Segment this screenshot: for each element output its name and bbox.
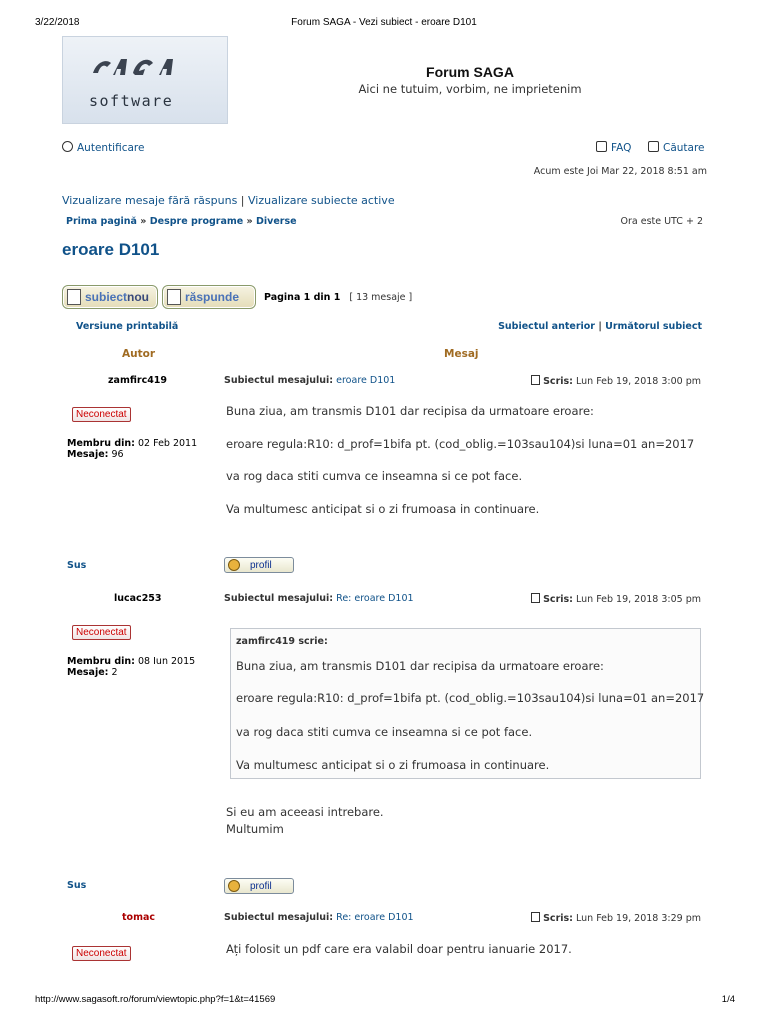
- member-since-value: 08 Iun 2015: [138, 656, 196, 667]
- saga-logo-icon: [89, 45, 199, 85]
- post-subject-link[interactable]: Re: eroare D101: [336, 912, 414, 923]
- message-count: [ 13 mesaje ]: [349, 292, 413, 303]
- status-badge: Neconectat: [72, 625, 131, 640]
- quote-line: eroare regula:R10: d_prof=1bifa pt. (cod_oblig.=103sau104)si luna=01 an=2017: [236, 691, 705, 705]
- post-body-line: Si eu am aceeasi intrebare.: [226, 805, 384, 819]
- post-author[interactable]: lucac253: [114, 593, 162, 604]
- quote-line: Buna ziua, am transmis D101 dar recipisa da urmatoare eroare:: [236, 659, 604, 673]
- post-icon: [531, 912, 540, 922]
- posts-value: 2: [111, 667, 118, 678]
- prev-topic-link[interactable]: Subiectul anterior: [498, 321, 595, 332]
- page-title[interactable]: eroare D101: [62, 240, 160, 259]
- breadcrumb-home[interactable]: Prima pagină: [66, 216, 137, 227]
- search-link[interactable]: [648, 141, 705, 154]
- next-topic-link[interactable]: Următorul subiect: [605, 321, 702, 332]
- written-label: Scris:: [543, 376, 573, 387]
- login-label: Autentificare: [77, 142, 145, 154]
- status-badge: Neconectat: [72, 407, 131, 422]
- posts-label: Mesaje:: [67, 449, 109, 460]
- post-icon: [531, 593, 540, 603]
- current-time: Acum este Joi Mar 22, 2018 8:51 am: [533, 166, 707, 177]
- post-date: [531, 593, 701, 605]
- member-since: [67, 438, 197, 449]
- profile-label: profil: [250, 880, 272, 892]
- site-title: Forum SAGA: [426, 64, 514, 80]
- author-column-header: Autor: [122, 348, 156, 360]
- posts-value: 96: [111, 449, 124, 460]
- post-count: [67, 667, 118, 678]
- post-subject-row: [224, 375, 395, 386]
- member-since-value: 02 Feb 2011: [138, 438, 198, 449]
- breadcrumb-sep-1: »: [140, 216, 147, 227]
- subject-label: Subiectul mesajului:: [224, 375, 334, 386]
- post-body-line: Va multumesc anticipat si o zi frumoasa in continuare.: [226, 502, 540, 516]
- subject-label: Subiectul mesajului:: [224, 912, 334, 923]
- unanswered-link[interactable]: Vizualizare mesaje fără răspuns: [62, 194, 238, 207]
- member-since-label: Membru din:: [67, 656, 135, 667]
- message-column-header: Mesaj: [444, 348, 479, 360]
- subject-label: Subiectul mesajului:: [224, 593, 334, 604]
- reply-label: răspunde: [185, 290, 240, 304]
- post-author[interactable]: tomac: [122, 912, 156, 923]
- user-icon: [228, 880, 240, 892]
- post-body-line: eroare regula:R10: d_prof=1bifa pt. (cod_oblig.=103sau104)si luna=01 an=2017: [226, 437, 695, 451]
- written-label: Scris:: [543, 913, 573, 924]
- post-date: [531, 375, 701, 387]
- logo-wordmark: software: [89, 92, 174, 110]
- topic-nav: [498, 321, 702, 332]
- post-subject-link[interactable]: eroare D101: [336, 375, 396, 386]
- lock-icon: [62, 141, 73, 152]
- help-icon: [596, 141, 607, 152]
- faq-label: FAQ: [611, 142, 632, 154]
- back-to-top-link[interactable]: Sus: [67, 560, 87, 571]
- breadcrumb-sep-2: »: [246, 216, 253, 227]
- post-subject-row: [224, 593, 414, 604]
- site-logo[interactable]: [62, 36, 228, 124]
- active-topics-link[interactable]: Vizualizare subiecte active: [248, 194, 395, 207]
- post-date: [531, 912, 701, 924]
- post-body-line: Multumim: [226, 822, 284, 836]
- print-url: http://www.sagasoft.ro/forum/viewtopic.php?f=1&t=41569: [35, 994, 276, 1005]
- profile-button[interactable]: [224, 878, 294, 894]
- post-icon: [531, 375, 540, 385]
- post-body-line: Ați folosit un pdf care era valabil doar pentru ianuarie 2017.: [226, 942, 572, 956]
- new-topic-label-b: nou: [127, 290, 150, 304]
- pagination: [264, 292, 412, 303]
- post-date-value: Lun Feb 19, 2018 3:00 pm: [576, 376, 701, 387]
- document-icon: [67, 289, 81, 305]
- written-label: Scris:: [543, 594, 573, 605]
- quote-line: Va multumesc anticipat si o zi frumoasa in continuare.: [236, 758, 550, 772]
- breadcrumb: [66, 216, 297, 227]
- new-topic-button[interactable]: [62, 285, 158, 309]
- post-subject-row: [224, 912, 414, 923]
- print-title: Forum SAGA - Vezi subiect - eroare D101: [291, 17, 477, 28]
- document-icon: [167, 289, 181, 305]
- post-body-line: va rog daca stiti cumva ce inseamna si ce pot face.: [226, 469, 523, 483]
- post-date-value: Lun Feb 19, 2018 3:29 pm: [576, 913, 701, 924]
- profile-label: profil: [250, 559, 272, 571]
- search-label: Căutare: [663, 142, 705, 154]
- status-badge: Neconectat: [72, 946, 131, 961]
- user-icon: [228, 559, 240, 571]
- faq-link[interactable]: [596, 141, 631, 154]
- new-topic-label-a: subiect: [85, 290, 128, 304]
- print-date: 3/22/2018: [35, 17, 80, 28]
- quick-links-separator: |: [240, 194, 245, 207]
- breadcrumb-category[interactable]: Despre programe: [149, 216, 244, 227]
- back-to-top-link[interactable]: Sus: [67, 880, 87, 891]
- timezone: Ora este UTC + 2: [620, 216, 703, 227]
- search-icon: [648, 141, 659, 152]
- site-subtitle: Aici ne tutuim, vorbim, ne imprietenim: [358, 82, 582, 96]
- post-count: [67, 449, 124, 460]
- post-author[interactable]: zamfirc419: [108, 375, 168, 386]
- topic-nav-separator: |: [598, 321, 602, 332]
- profile-button[interactable]: [224, 557, 294, 573]
- post-subject-link[interactable]: Re: eroare D101: [336, 593, 414, 604]
- quote-line: va rog daca stiti cumva ce inseamna si ce pot face.: [236, 725, 533, 739]
- member-since: [67, 656, 195, 667]
- post-date-value: Lun Feb 19, 2018 3:05 pm: [576, 594, 701, 605]
- printable-link[interactable]: Versiune printabilă: [76, 321, 179, 332]
- reply-button[interactable]: [162, 285, 256, 309]
- quote-author: zamfirc419 scrie:: [236, 636, 328, 647]
- post-body-line: Buna ziua, am transmis D101 dar recipisa da urmatoare eroare:: [226, 404, 594, 418]
- posts-label: Mesaje:: [67, 667, 109, 678]
- member-since-label: Membru din:: [67, 438, 135, 449]
- print-page-number: 1/4: [721, 994, 735, 1005]
- logo-brand-text: SAGA: [89, 45, 92, 46]
- pagination-text: Pagina 1 din 1: [264, 292, 341, 303]
- breadcrumb-forum[interactable]: Diverse: [255, 216, 297, 227]
- login-link[interactable]: [62, 141, 144, 154]
